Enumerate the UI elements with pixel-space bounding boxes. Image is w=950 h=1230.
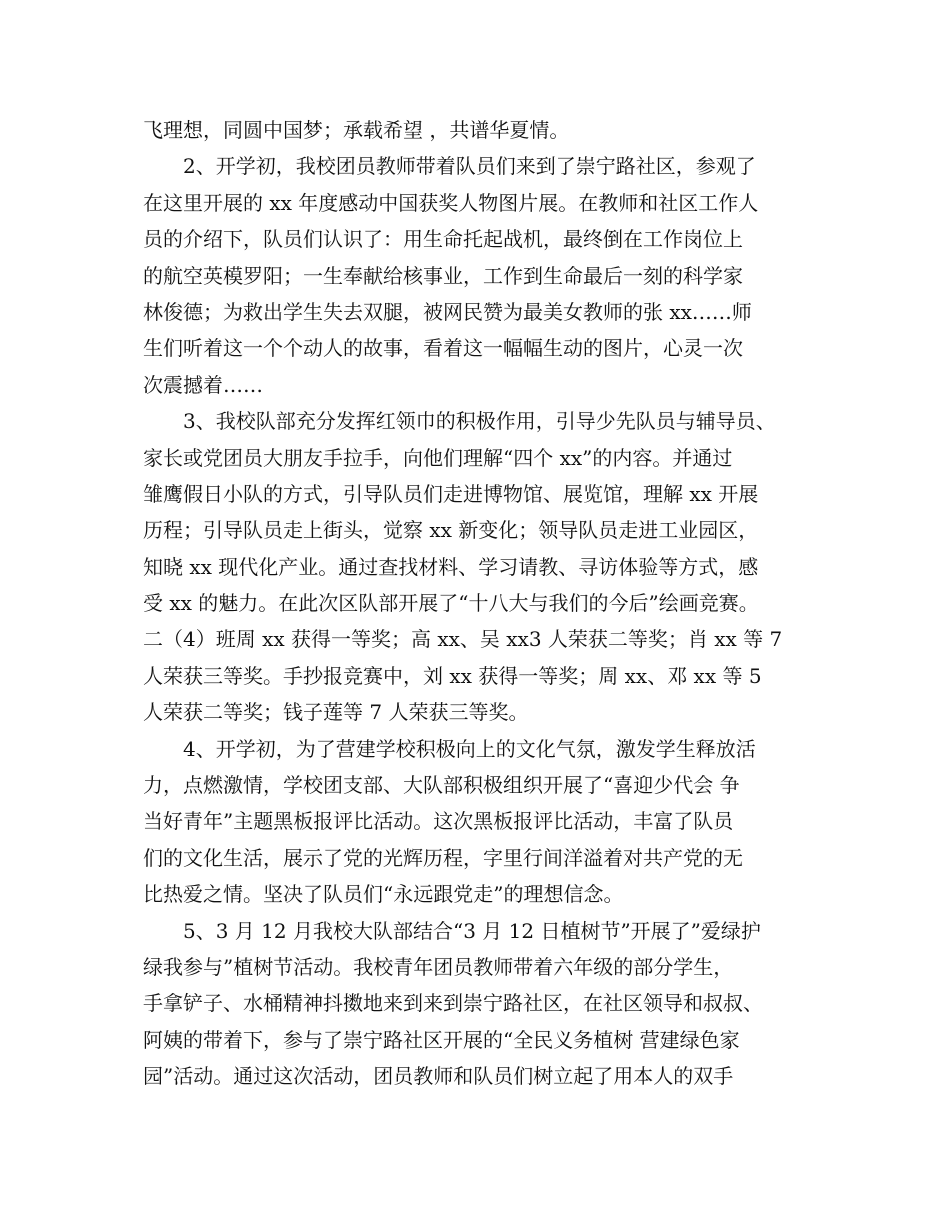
text-line: 4、开学初，为了营建学校积极向上的文化气氛，激发学生释放活: [183, 736, 756, 761]
text-line: 家长或党团员大朋友手拉手，向他们理解“四个 xx”的内容。并通过: [143, 445, 733, 470]
text-line: 受 xx 的魅力。在此次区队部开展了“十八大与我们的今后”绘画竞赛。: [143, 591, 759, 616]
text-line: 飞理想，同圆中国梦；承载希望 ，共谱华夏情。: [143, 118, 570, 142]
text-line: 2、开学初，我校团员教师带着队员们来到了崇宁路社区，参观了: [183, 154, 756, 179]
text-line: 人荣获三等奖。手抄报竞赛中，刘 xx 获得一等奖；周 xx、邓 xx 等 5: [143, 663, 762, 688]
text-line: 手拿铲子、水桶精神抖擞地来到来到崇宁路社区，在社区领导和叔叔、: [143, 991, 763, 1016]
text-line: 林俊德；为救出学生失去双腿，被网民赞为最美女教师的张 xx……师: [143, 299, 752, 324]
text-line: 绿我参与”植树节活动。我校青年团员教师带着六年级的部分学生，: [143, 954, 734, 979]
text-line: 的航空英模罗阳；一生奉献给核事业，工作到生命最后一刻的科学家: [143, 263, 743, 288]
text-line: 人荣获二等奖；钱子莲等 7 人荣获三等奖。: [143, 700, 529, 725]
text-line: 员的介绍下，队员们认识了：用生命托起战机，最终倒在工作岗位上: [143, 227, 743, 252]
text-line: 二（4）班周 xx 获得一等奖；高 xx、吴 xx3 人荣获二等奖；肖 xx 等 7: [143, 627, 783, 652]
text-line: 力，点燃激情，学校团支部、大队部积极组织开展了“喜迎少代会 争: [143, 773, 740, 798]
text-line: 雏鹰假日小队的方式，引导队员们走进博物馆、展览馆，理解 xx 开展: [143, 481, 759, 506]
text-line: 历程；引导队员走上街头，觉察 xx 新变化；领导队员走进工业园区，: [143, 518, 759, 543]
text-line: 次震撼着……: [143, 372, 263, 397]
document-body: [143, 112, 823, 1095]
text-line: 生们听着这一个个动人的故事，看着这一幅幅生动的图片，心灵一次: [143, 336, 743, 361]
text-line: 园”活动。通过这次活动，团员教师和队员们树立起了用本人的双手: [143, 1064, 734, 1089]
text-line: 比热爱之情。坚决了队员们“永远跟党走”的理想信念。: [143, 882, 624, 907]
text-line: 阿姨的带着下，参与了崇宁路社区开展的“全民义务植树 营建绿色家: [143, 1027, 740, 1052]
text-line: 3、我校队部充分发挥红领巾的积极作用，引导少先队员与辅导员、: [183, 409, 776, 434]
text-line: 在这里开展的 xx 年度感动中国获奖人物图片展。在教师和社区工作人: [143, 190, 759, 215]
text-line: 当好青年”主题黑板报评比活动。这次黑板报评比活动，丰富了队员: [143, 809, 734, 834]
text-line: 知晓 xx 现代化产业。通过查找材料、学习请教、寻访体验等方式，感: [143, 554, 759, 579]
text-line: 们的文化生活，展示了党的光辉历程，字里行间洋溢着对共产党的无: [143, 845, 743, 870]
text-line: 5、3 月 12 月我校大队部结合“3 月 12 日植树节”开展了”爱绿护: [183, 918, 761, 943]
